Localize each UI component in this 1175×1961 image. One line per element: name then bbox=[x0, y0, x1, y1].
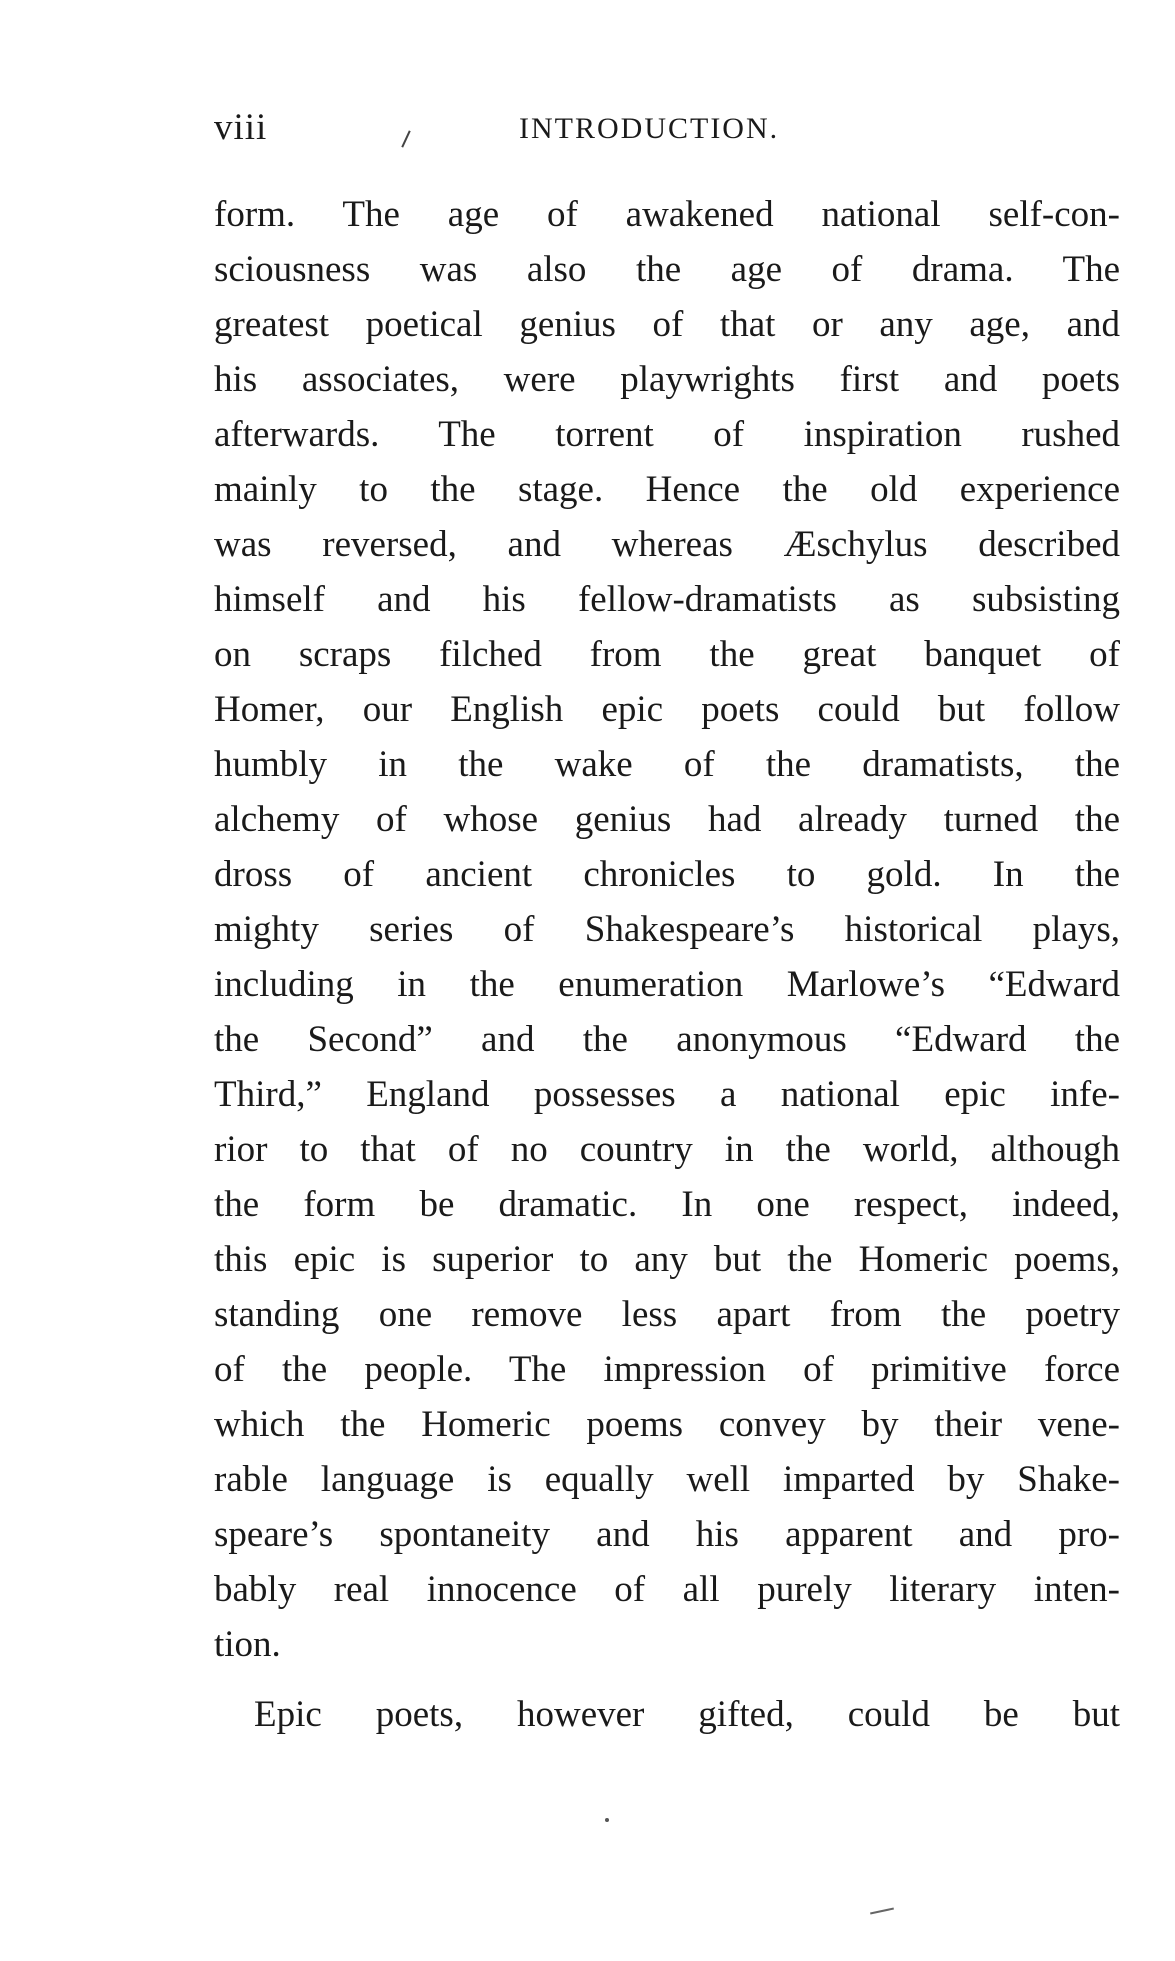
text-line: afterwards. The torrent of inspiration rushed bbox=[214, 414, 1120, 455]
stray-dash-mark bbox=[870, 1908, 894, 1915]
text-line: his associates, were playwrights first and poets bbox=[214, 359, 1120, 400]
text-line: greatest poetical genius of that or any age, and bbox=[214, 304, 1120, 345]
text-line: mighty series of Shakespeare’s historical plays, bbox=[214, 909, 1120, 950]
text-line: this epic is superior to any but the Homeric poems, bbox=[214, 1239, 1120, 1280]
text-line: form. The age of awakened national self-con- bbox=[214, 194, 1120, 235]
text-line: standing one remove less apart from the poetry bbox=[214, 1294, 1120, 1335]
text-line: of the people. The impression of primitive force bbox=[214, 1349, 1120, 1390]
text-line: mainly to the stage. Hence the old experience bbox=[214, 469, 1120, 510]
text-line: which the Homeric poems convey by their vene- bbox=[214, 1404, 1120, 1445]
text-line: including in the enumeration Marlowe’s “Edward bbox=[214, 964, 1120, 1005]
text-line: alchemy of whose genius had already turned the bbox=[214, 799, 1120, 840]
running-head bbox=[214, 106, 1114, 156]
text-line: dross of ancient chronicles to gold. In the bbox=[214, 854, 1120, 895]
text-line: bably real innocence of all purely literary inten- bbox=[214, 1569, 1120, 1610]
text-line: humbly in the wake of the dramatists, the bbox=[214, 744, 1120, 785]
text-line: sciousness was also the age of drama. The bbox=[214, 249, 1120, 290]
text-line: on scraps filched from the great banquet of bbox=[214, 634, 1120, 675]
text-line: the Second” and the anonymous “Edward the bbox=[214, 1019, 1120, 1060]
text-line: rable language is equally well imparted by Shake- bbox=[214, 1459, 1120, 1500]
page-number: viii bbox=[214, 107, 268, 148]
text-line: tion. bbox=[214, 1624, 281, 1665]
text-line: the form be dramatic. In one respect, indeed, bbox=[214, 1184, 1120, 1225]
text-line: Homer, our English epic poets could but follow bbox=[214, 689, 1120, 730]
text-line: himself and his fellow-dramatists as subsisting bbox=[214, 579, 1120, 620]
text-line: Third,” England possesses a national epic infe- bbox=[214, 1074, 1120, 1115]
text-line: rior to that of no country in the world, although bbox=[214, 1129, 1120, 1170]
paragraph-first-line: Epic poets, however gifted, could be but bbox=[254, 1694, 1120, 1735]
ink-speck bbox=[605, 1818, 609, 1822]
running-title: INTRODUCTION. bbox=[519, 112, 780, 145]
text-line: was reversed, and whereas Æschylus described bbox=[214, 524, 1120, 565]
text-line: speare’s spontaneity and his apparent and pro- bbox=[214, 1514, 1120, 1555]
